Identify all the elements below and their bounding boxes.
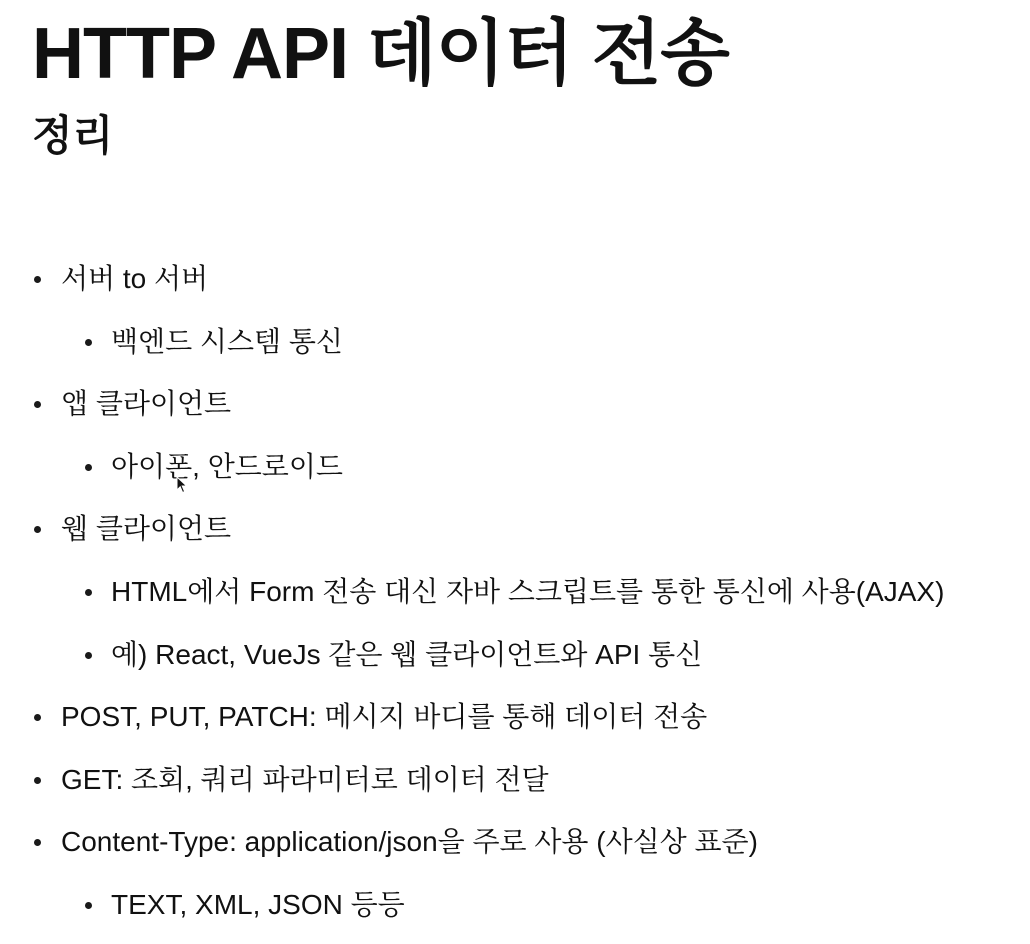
list-item-text: POST, PUT, PATCH: 메시지 바디를 통해 데이터 전송: [61, 701, 708, 733]
bullet-icon: [85, 902, 92, 909]
list-item-text: 백엔드 시스템 통신: [111, 325, 343, 357]
bullet-icon: [34, 526, 41, 533]
bullet-icon: [34, 276, 41, 283]
list-item-text: 아이폰, 안드로이드: [111, 450, 343, 482]
bullet-icon: [34, 714, 41, 721]
list-item: [0, 436, 1030, 499]
list-item-text: 앱 클라이언트: [61, 388, 232, 420]
bullet-icon: [85, 464, 92, 471]
list-item: [0, 874, 1030, 937]
list-item: [0, 248, 1030, 311]
bullet-icon: [34, 839, 41, 846]
slide-subtitle: 정리: [32, 112, 114, 159]
list-item-text: 서버 to 서버: [61, 263, 209, 294]
list-item-text: TEXT, XML, JSON 등등: [111, 888, 405, 920]
slide-title: HTTP API 데이터 전송: [32, 14, 729, 94]
list-item: [0, 811, 1030, 874]
bullet-icon: [34, 401, 41, 408]
list-item: [0, 749, 1030, 812]
list-item-text: 예) React, VueJs 같은 웹 클라이언트와 API 통신: [111, 638, 703, 670]
list-item-text: 웹 클라이언트: [61, 513, 232, 545]
list-item-text: HTML에서 Form 전송 대신 자바 스크립트를 통한 통신에 사용(AJAX): [111, 575, 945, 607]
bullet-icon: [85, 339, 92, 346]
list-item: [0, 624, 1030, 687]
list-item: [0, 561, 1030, 624]
list-item-text: Content-Type: application/json을 주로 사용 (사실상 표준): [61, 826, 758, 858]
bullet-icon: [85, 589, 92, 596]
list-item-text: GET: 조회, 쿼리 파라미터로 데이터 전달: [61, 763, 549, 795]
list-item: [0, 373, 1030, 436]
bullet-list: [0, 248, 1030, 937]
list-item: [0, 311, 1030, 374]
mouse-pointer-icon: [176, 476, 188, 494]
bullet-icon: [34, 777, 41, 784]
list-item: [0, 686, 1030, 749]
list-item: [0, 498, 1030, 561]
bullet-icon: [85, 652, 92, 659]
